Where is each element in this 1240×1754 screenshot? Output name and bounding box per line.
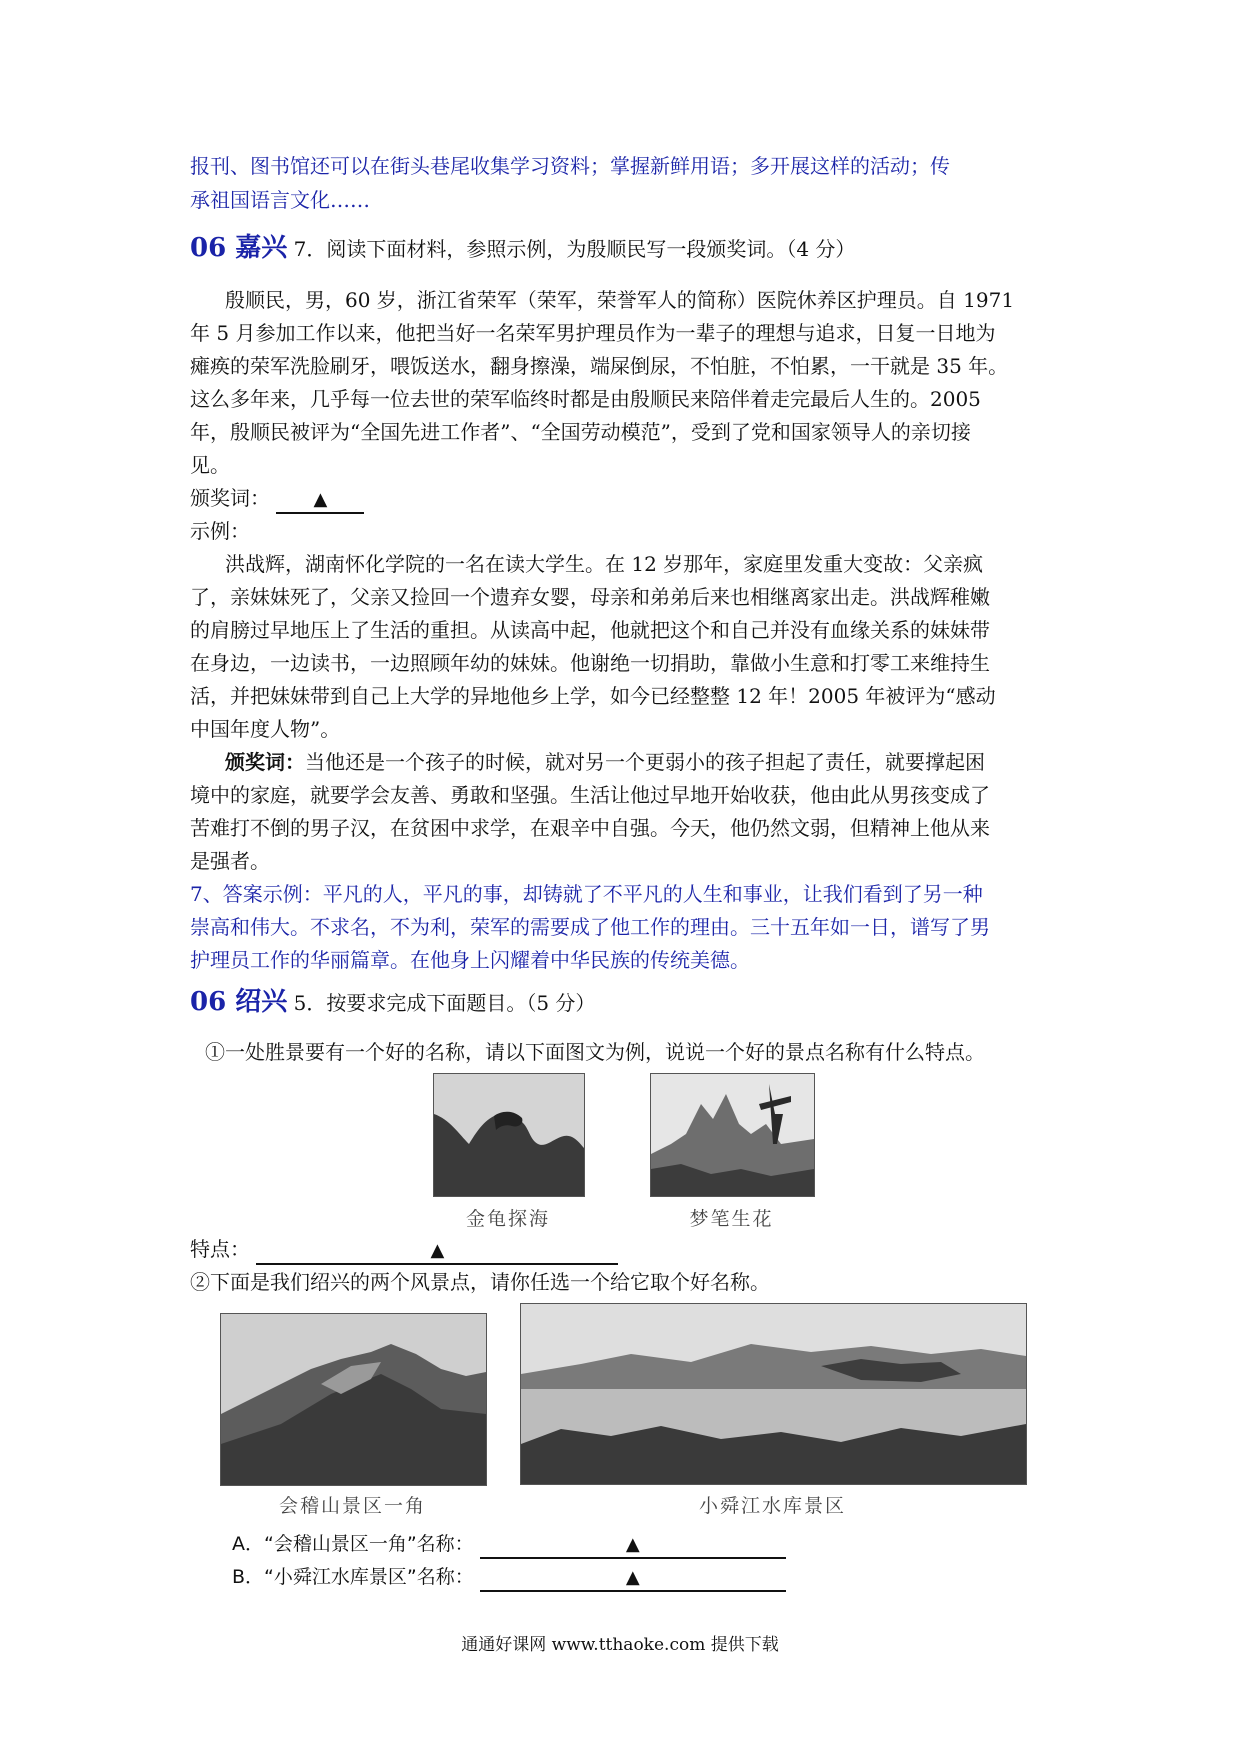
section1-heading xyxy=(190,232,1060,266)
answer-b-label: B．“小舜江水库景区”名称： xyxy=(232,1566,474,1588)
feature-line xyxy=(190,1233,1060,1266)
feature-label: 特点： xyxy=(190,1237,250,1261)
example-award-line-4: 是强者。 xyxy=(190,849,270,873)
photo3-caption: 会稽山景区一角 xyxy=(278,1495,426,1517)
award-label: 颁奖词： xyxy=(190,486,270,510)
photo-xiaoshun-reservoir xyxy=(520,1303,1027,1485)
award-line xyxy=(190,482,1060,515)
example-award-line-1 xyxy=(225,746,1095,779)
photo-dream-brush xyxy=(650,1073,815,1197)
answer-b-line xyxy=(232,1561,1102,1594)
feature-answer-blank[interactable] xyxy=(256,1239,618,1265)
material-line-3: 瘫痪的荣军洗脸刷牙，喂饭送水，翻身擦澡，端屎倒尿，不怕脏，不怕累，一干就是 35 年。 xyxy=(190,354,1009,378)
top-answer-line-2: 承祖国语言文化…… xyxy=(190,188,370,212)
example-award-line-3: 苦难打不倒的男子汉，在贫困中求学，在艰辛中自强。今天，他仍然文弱，但精神上他从来 xyxy=(190,816,990,840)
blank-marker-icon: ▲ xyxy=(313,489,328,510)
example-line-3: 的肩膀过早地压上了生活的重担。从读高中起，他就把这个和自己并没有血缘关系的妹妹带 xyxy=(190,618,990,642)
material-line-2: 年 5 月参加工作以来，他把当好一名荣军男护理员作为一辈子的理想与追求，日复一日地为 xyxy=(190,321,996,345)
top-answer-line-1: 报刊、图书馆还可以在街头巷尾收集学习资料；掌握新鲜用语；多开展这样的活动；传 xyxy=(190,154,950,178)
photo2-caption: 梦笔生花 xyxy=(689,1208,774,1230)
blank-marker-icon: ▲ xyxy=(625,1534,640,1555)
material-line-6: 见。 xyxy=(190,453,230,477)
section2-question: 5．按要求完成下面题目。（5 分） xyxy=(293,991,596,1015)
section2-heading xyxy=(190,986,1060,1020)
example-label: 示例： xyxy=(190,519,250,543)
example-award-line-2: 境中的家庭，就要学会友善、勇敢和坚强。生活让他过早地开始收获，他由此从男孩变成了 xyxy=(190,783,990,807)
photo1-caption: 金龟探海 xyxy=(465,1208,550,1230)
example-award-label: 颁奖词： xyxy=(225,750,305,774)
section2-tag: 06 绍兴 xyxy=(190,987,288,1017)
material-line-5: 年，殷顺民被评为“全国先进工作者”、“全国劳动模范”，受到了党和国家领导人的亲切接 xyxy=(190,420,971,444)
photo4-caption: 小舜江水库景区 xyxy=(698,1495,846,1517)
example-line-5: 活，并把妹妹带到自己上大学的异地他乡上学，如今已经整整 12 年！2005 年被评为“感动 xyxy=(190,684,996,708)
photo-golden-turtle xyxy=(433,1073,585,1197)
answer-a-line xyxy=(232,1528,1102,1561)
photo-kuaiji-mountain xyxy=(220,1313,487,1486)
section1-question: 7．阅读下面材料，参照示例，为殷顺民写一段颁奖词。（4 分） xyxy=(293,237,856,261)
example-line-4: 在身边，一边读书，一边照顾年幼的妹妹。他谢绝一切捐助，靠做小生意和打零工来维持生 xyxy=(190,651,990,675)
item2-text: ②下面是我们绍兴的两个风景点，请你任选一个给它取个好名称。 xyxy=(190,1270,770,1294)
answer-a-blank[interactable] xyxy=(480,1533,786,1559)
answer-b-blank[interactable] xyxy=(480,1566,786,1592)
material-line-4: 这么多年来，几乎每一位去世的荣军临终时都是由殷顺民来陪伴着走完最后人生的。2005 xyxy=(190,387,981,411)
answer-a-label: A．“会稽山景区一角”名称： xyxy=(232,1533,474,1555)
footer-download-note: 通通好课网 www.tthaoke.com 提供下载 xyxy=(461,1635,779,1655)
example-line-6: 中国年度人物”。 xyxy=(190,717,341,741)
blank-marker-icon: ▲ xyxy=(430,1240,445,1261)
material-line-1: 殷顺民，男，60 岁，浙江省荣军（荣军，荣誉军人的简称）医院休养区护理员。自 1971 xyxy=(225,288,1015,312)
answer-line-3: 护理员工作的华丽篇章。在他身上闪耀着中华民族的传统美德。 xyxy=(190,948,750,972)
example-line-1: 洪战辉，湖南怀化学院的一名在读大学生。在 12 岁那年，家庭里发重大变故：父亲疯 xyxy=(225,552,984,576)
section1-tag: 06 嘉兴 xyxy=(190,233,288,263)
blank-marker-icon: ▲ xyxy=(625,1567,640,1588)
example-award-text-1: 当他还是一个孩子的时候，就对另一个更弱小的孩子担起了责任，就要撑起困 xyxy=(305,750,985,774)
answer-line-2: 崇高和伟大。不求名，不为利，荣军的需要成了他工作的理由。三十五年如一日，谱写了男 xyxy=(190,915,990,939)
answer-line-1: 7、答案示例：平凡的人，平凡的事，却铸就了不平凡的人生和事业，让我们看到了另一种 xyxy=(190,882,983,906)
award-answer-blank[interactable] xyxy=(276,488,364,514)
example-line-2: 了，亲妹妹死了，父亲又捡回一个遗弃女婴，母亲和弟弟后来也相继离家出走。洪战辉稚嫩 xyxy=(190,585,990,609)
item1-text: ①一处胜景要有一个好的名称，请以下面图文为例，说说一个好的景点名称有什么特点。 xyxy=(205,1040,985,1064)
